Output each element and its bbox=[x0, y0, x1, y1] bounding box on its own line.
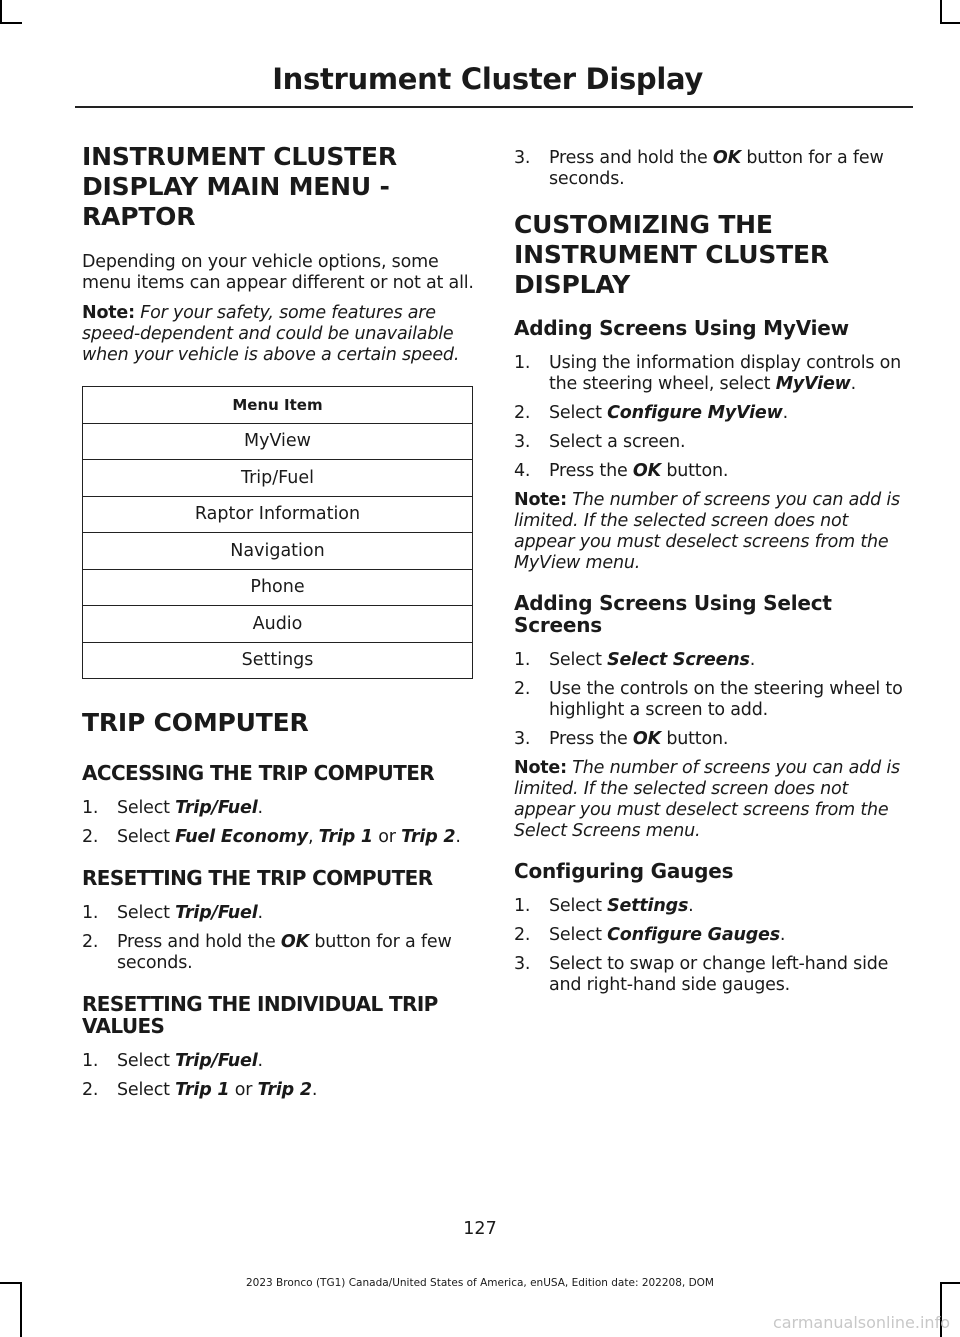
list-item bbox=[82, 827, 474, 848]
individual-steps bbox=[82, 1051, 474, 1101]
list-item bbox=[514, 461, 907, 482]
step-text: . bbox=[257, 798, 263, 818]
step-text: Select bbox=[549, 925, 608, 945]
note-label: Note: bbox=[82, 303, 135, 323]
step-emphasis: Select Screens bbox=[607, 650, 750, 670]
step-text: Select a screen. bbox=[549, 432, 686, 452]
list-item bbox=[514, 679, 907, 721]
table-row bbox=[83, 606, 473, 643]
edition-line: 2023 Bronco (TG1) Canada/United States of America, enUSA, Edition date: 202208, DOM bbox=[245, 1277, 714, 1289]
gauges-heading: Configuring Gauges bbox=[514, 859, 734, 883]
resetting-trip-computer-heading: RESETTING THE TRIP COMPUTER bbox=[82, 866, 433, 890]
step-emphasis: Trip/Fuel bbox=[175, 1051, 258, 1071]
customizing-heading: CUSTOMIZING THE INSTRUMENT CLUSTER DISPLAY bbox=[514, 210, 829, 299]
menu-item-table bbox=[82, 386, 473, 679]
main-menu-intro: Depending on your vehicle options, some menu items can appear different or not at all. bbox=[82, 252, 474, 293]
list-item bbox=[514, 729, 907, 750]
table-row bbox=[83, 496, 473, 533]
resetting-individual-trip-heading: RESETTING THE INDIVIDUAL TRIP VALUES bbox=[82, 992, 438, 1038]
step-text: Select bbox=[117, 903, 176, 923]
menu-item-cell: Settings bbox=[83, 642, 473, 679]
step-text: . bbox=[257, 1051, 263, 1071]
step-text: Select bbox=[549, 650, 608, 670]
menu-item-cell: MyView bbox=[83, 423, 473, 460]
accessing-steps bbox=[82, 798, 474, 848]
step-text: Select to swap or change left-hand side and right-hand side gauges. bbox=[549, 954, 889, 995]
list-item bbox=[514, 650, 907, 671]
step-emphasis: Trip 2 bbox=[257, 1080, 312, 1100]
step-number: 1. bbox=[82, 903, 99, 923]
crop-mark bbox=[0, 22, 22, 24]
step-text: button. bbox=[660, 729, 729, 749]
list-item bbox=[514, 148, 907, 190]
step-emphasis: OK bbox=[280, 932, 309, 952]
step-number: 2. bbox=[82, 1080, 99, 1100]
step-number: 1. bbox=[514, 650, 531, 670]
step-number: 2. bbox=[82, 932, 99, 952]
accessing-trip-computer-heading: ACCESSING THE TRIP COMPUTER bbox=[82, 761, 435, 785]
step-emphasis: Trip/Fuel bbox=[175, 903, 258, 923]
gauges-steps bbox=[514, 896, 907, 996]
step-emphasis: OK bbox=[632, 461, 661, 481]
step-text: button for a few seconds. bbox=[117, 932, 452, 973]
note-text: The number of screens you can add is limited. If the selected screen does not appear you must deselect screens from the Select Screens menu. bbox=[514, 758, 900, 841]
list-item bbox=[82, 903, 474, 924]
step-emphasis: MyView bbox=[775, 374, 851, 394]
main-menu-note bbox=[82, 303, 474, 366]
table-row bbox=[83, 642, 473, 679]
step-emphasis: Trip/Fuel bbox=[175, 798, 258, 818]
select-screens-heading: Adding Screens Using Select Screens bbox=[514, 591, 832, 637]
list-item bbox=[514, 432, 907, 453]
step-text: Select bbox=[549, 896, 608, 916]
list-item bbox=[82, 798, 474, 819]
menu-item-cell: Phone bbox=[83, 569, 473, 606]
step-emphasis: Fuel Economy bbox=[175, 827, 308, 847]
step-text: Press the bbox=[549, 461, 633, 481]
step-number: 1. bbox=[514, 896, 531, 916]
step-text: . bbox=[779, 925, 786, 945]
step-emphasis: Trip 1 bbox=[175, 1080, 230, 1100]
list-item bbox=[82, 1051, 474, 1072]
step-text: Select bbox=[117, 1080, 176, 1100]
note-label: Note: bbox=[514, 490, 567, 510]
list-item bbox=[82, 932, 474, 974]
step-emphasis: OK bbox=[632, 729, 661, 749]
step-number: 2. bbox=[514, 403, 531, 423]
step-text: . bbox=[688, 896, 694, 916]
page-number: 127 bbox=[463, 1219, 497, 1239]
menu-item-cell: Navigation bbox=[83, 533, 473, 570]
step-text: Using the information display controls on the steering wheel, select bbox=[549, 353, 902, 394]
step-number: 4. bbox=[514, 461, 531, 481]
myview-note bbox=[514, 490, 907, 574]
step-text: . bbox=[455, 827, 461, 847]
step-number: 1. bbox=[82, 798, 99, 818]
step-number: 3. bbox=[514, 729, 531, 749]
step-text: button. bbox=[660, 461, 729, 481]
note-label: Note: bbox=[514, 758, 567, 778]
right-column bbox=[514, 142, 907, 1004]
step-text: Press and hold the bbox=[549, 148, 713, 168]
table-row bbox=[83, 533, 473, 570]
step-text: or bbox=[372, 827, 402, 847]
list-item bbox=[514, 925, 907, 946]
left-column bbox=[82, 142, 474, 1109]
step-number: 2. bbox=[514, 925, 531, 945]
list-item bbox=[514, 896, 907, 917]
step-text: . bbox=[257, 903, 263, 923]
step-number: 1. bbox=[514, 353, 531, 373]
step-emphasis: Settings bbox=[607, 896, 689, 916]
step-text: button for a few seconds. bbox=[549, 148, 884, 189]
myview-steps bbox=[514, 353, 907, 482]
list-item bbox=[514, 353, 907, 395]
select-screens-steps bbox=[514, 650, 907, 750]
step-text: . bbox=[311, 1080, 318, 1100]
page-header bbox=[75, 62, 913, 108]
step-text: or bbox=[229, 1080, 258, 1100]
crop-mark bbox=[0, 0, 2, 22]
step-number: 2. bbox=[82, 827, 99, 847]
resetting-steps bbox=[82, 903, 474, 974]
step-emphasis: Trip 2 bbox=[401, 827, 456, 847]
main-menu-heading: INSTRUMENT CLUSTER DISPLAY MAIN MENU - RAPTOR bbox=[82, 142, 397, 231]
step-text: . bbox=[850, 374, 856, 394]
page-title: Instrument Cluster Display bbox=[272, 62, 703, 96]
step-text: Press and hold the bbox=[117, 932, 281, 952]
step-emphasis: Configure MyView bbox=[607, 403, 783, 423]
continued-step bbox=[514, 148, 907, 190]
step-text: . bbox=[782, 403, 788, 423]
step-text: Use the controls on the steering wheel to highlight a screen to add. bbox=[549, 679, 903, 720]
list-item bbox=[82, 1080, 474, 1101]
menu-item-column-header: Menu Item bbox=[83, 387, 473, 424]
list-item bbox=[514, 954, 907, 996]
step-text: Select bbox=[549, 403, 608, 423]
list-item bbox=[514, 403, 907, 424]
step-number: 3. bbox=[514, 432, 531, 452]
note-text: The number of screens you can add is limited. If the selected screen does not appear you must deselect screens from the MyView menu. bbox=[514, 490, 900, 573]
step-number: 2. bbox=[514, 679, 531, 699]
step-number: 3. bbox=[514, 148, 531, 168]
table-row bbox=[83, 423, 473, 460]
step-emphasis: Trip 1 bbox=[318, 827, 373, 847]
select-screens-note bbox=[514, 758, 907, 842]
step-emphasis: OK bbox=[712, 148, 741, 168]
trip-computer-heading: TRIP COMPUTER bbox=[82, 708, 309, 737]
menu-item-cell: Trip/Fuel bbox=[83, 460, 473, 497]
step-text: Select bbox=[117, 798, 176, 818]
menu-item-cell: Audio bbox=[83, 606, 473, 643]
menu-item-cell: Raptor Information bbox=[83, 496, 473, 533]
step-text: Select bbox=[117, 827, 176, 847]
step-text: , bbox=[307, 827, 319, 847]
step-number: 1. bbox=[82, 1051, 99, 1071]
table-row bbox=[83, 460, 473, 497]
step-text: Press the bbox=[549, 729, 633, 749]
step-text: . bbox=[749, 650, 756, 670]
crop-mark bbox=[940, 22, 960, 24]
crop-mark bbox=[20, 1282, 22, 1337]
myview-heading: Adding Screens Using MyView bbox=[514, 316, 849, 340]
crop-mark bbox=[940, 0, 942, 22]
step-number: 3. bbox=[514, 954, 531, 974]
table-row bbox=[83, 569, 473, 606]
watermark: carmanualsonline.info bbox=[772, 1313, 950, 1332]
note-text: For your safety, some features are speed-dependent and could be unavailable when your vehicle is above a certain speed. bbox=[82, 303, 460, 365]
step-text: Select bbox=[117, 1051, 176, 1071]
step-emphasis: Configure Gauges bbox=[607, 925, 780, 945]
